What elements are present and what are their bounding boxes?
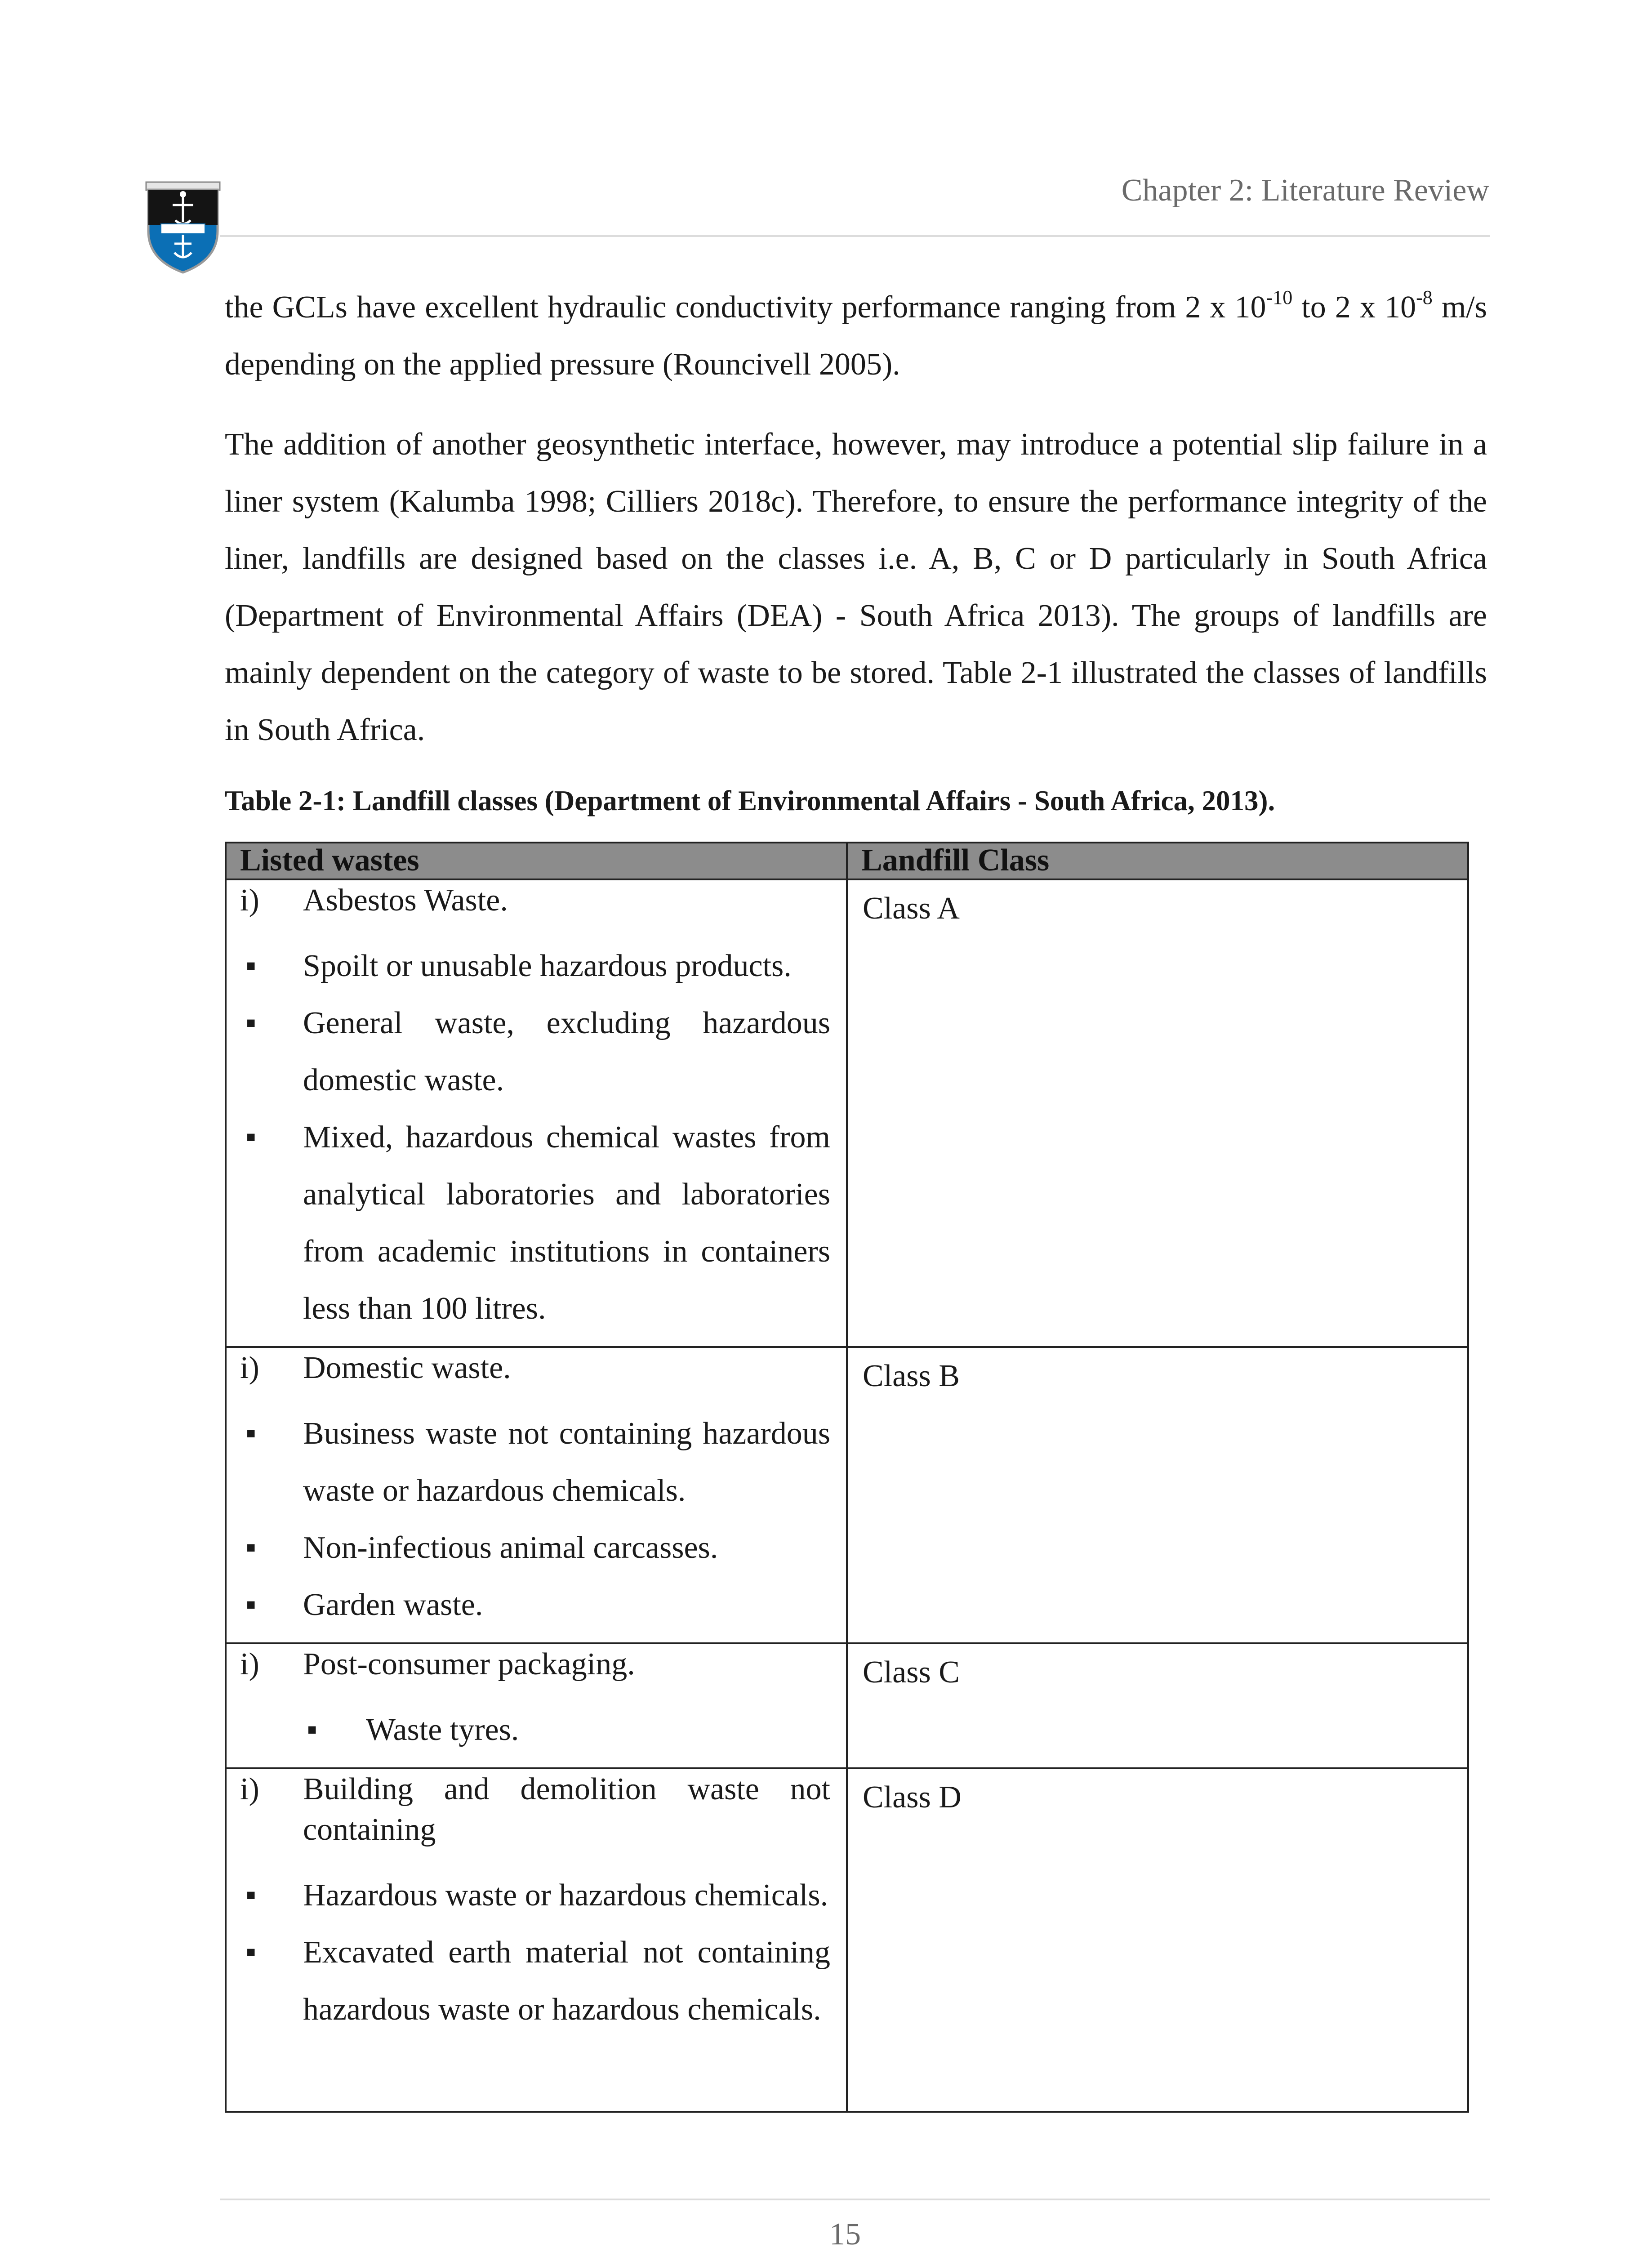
- list-item: [240, 1769, 830, 1850]
- list-item: [240, 1644, 830, 1685]
- bullet-icon: ■: [246, 1887, 256, 1904]
- bullet-icon: ■: [307, 1722, 317, 1738]
- list-item-text: Spoilt or unusable hazardous products.: [303, 949, 792, 983]
- exponent-2: -8: [1416, 286, 1433, 308]
- listed-wastes-cell: [226, 1347, 847, 1643]
- list-item: [240, 880, 830, 921]
- landfill-class-cell: Class A: [847, 879, 1468, 1347]
- list-item-text: Non-infectious animal carcasses.: [303, 1530, 718, 1565]
- roman-marker: i): [240, 1647, 259, 1682]
- roman-marker: i): [240, 883, 259, 918]
- list-item-text: Mixed, hazardous chemical wastes from analytical laboratories and laboratories from academic institutions in containers less than 100 litres.: [303, 1120, 830, 1326]
- table-row: [226, 1643, 1468, 1768]
- list-item-text: Asbestos Waste.: [303, 883, 508, 918]
- listed-wastes-cell: [226, 879, 847, 1347]
- list-item: [240, 1867, 830, 1924]
- list-item-text: Domestic waste.: [303, 1351, 511, 1385]
- table-row: [226, 1768, 1468, 2112]
- list-item: [240, 1109, 830, 1337]
- column-header-listed-wastes: Listed wastes: [226, 843, 847, 879]
- landfill-class-cell: Class D: [847, 1768, 1468, 2112]
- column-header-landfill-class: Landfill Class: [847, 843, 1468, 879]
- chapter-header-title: Chapter 2: Literature Review: [1121, 173, 1489, 208]
- body-paragraph-1: [225, 279, 1487, 393]
- list-item-text: Waste tyres.: [366, 1713, 519, 1747]
- roman-marker: i): [240, 1772, 259, 1806]
- bullet-icon: ■: [246, 1425, 256, 1442]
- bullet-icon: ■: [246, 1015, 256, 1031]
- exponent-1: -10: [1266, 286, 1293, 308]
- page-number: 15: [829, 2217, 861, 2248]
- bullet-icon: ■: [246, 1539, 256, 1556]
- footer-divider: [220, 2199, 1490, 2200]
- landfill-class-cell: Class C: [847, 1643, 1468, 1768]
- table-row: [226, 879, 1468, 1347]
- bullet-icon: ■: [246, 1944, 256, 1961]
- landfill-classes-table: [225, 842, 1469, 2113]
- list-item: [240, 1405, 830, 1519]
- list-item-text: Garden waste.: [303, 1588, 483, 1622]
- list-item: [240, 995, 830, 1109]
- list-item: [240, 1576, 830, 1633]
- list-item-text: General waste, excluding hazardous domestic waste.: [303, 1006, 830, 1097]
- bullet-icon: ■: [246, 1597, 256, 1613]
- list-item: [240, 1924, 830, 2038]
- bullet-icon: ■: [246, 1129, 256, 1146]
- list-item-text: Building and demolition waste not containing: [303, 1772, 830, 1847]
- list-item: [240, 1348, 830, 1388]
- list-item-text: Post-consumer packaging.: [303, 1647, 635, 1682]
- list-item: [240, 1701, 830, 1758]
- roman-marker: i): [240, 1351, 259, 1385]
- list-item-text: Excavated earth material not containing hazardous waste or hazardous chemicals.: [303, 1935, 830, 2027]
- list-item: [240, 1519, 830, 1576]
- listed-wastes-cell: [226, 1643, 847, 1768]
- header-divider: [220, 235, 1490, 237]
- table-row: [226, 1347, 1468, 1643]
- table-header-row: [226, 843, 1468, 879]
- paragraph-1-text-mid: to 2 x 10: [1292, 290, 1416, 325]
- university-crest-logo: [145, 181, 221, 274]
- listed-wastes-cell: [226, 1768, 847, 2112]
- paragraph-1-text-end: m/s depending on the applied pressure (Rouncivell 2005).: [225, 290, 1487, 382]
- bullet-icon: ■: [246, 958, 256, 974]
- landfill-class-cell: Class B: [847, 1347, 1468, 1643]
- paragraph-1-text-start: the GCLs have excellent hydraulic conductivity performance ranging from 2 x 10: [225, 290, 1266, 325]
- list-item: [240, 937, 830, 995]
- table-caption: Table 2-1: Landfill classes (Department of Environmental Affairs - South Africa, 2013).: [225, 785, 1275, 816]
- list-item-text: Business waste not containing hazardous waste or hazardous chemicals.: [303, 1416, 830, 1508]
- body-paragraph-2: The addition of another geosynthetic interface, however, may introduce a potential slip failure in a liner system (Kalumba 1998; Cilliers 2018c). Therefore, to ensure the performance integrity of the liner, landfills are designed based on the classes i.e. A, B, C or D particularly in South Africa (Department of Environmental Affairs (DEA) - South Africa 2013). The groups of landfills are mainly dependent on the category of waste to be stored. Table 2-1 illustrated the classes of landfills in South Africa.: [225, 427, 1487, 747]
- list-item-text: Hazardous waste or hazardous chemicals.: [303, 1878, 828, 1913]
